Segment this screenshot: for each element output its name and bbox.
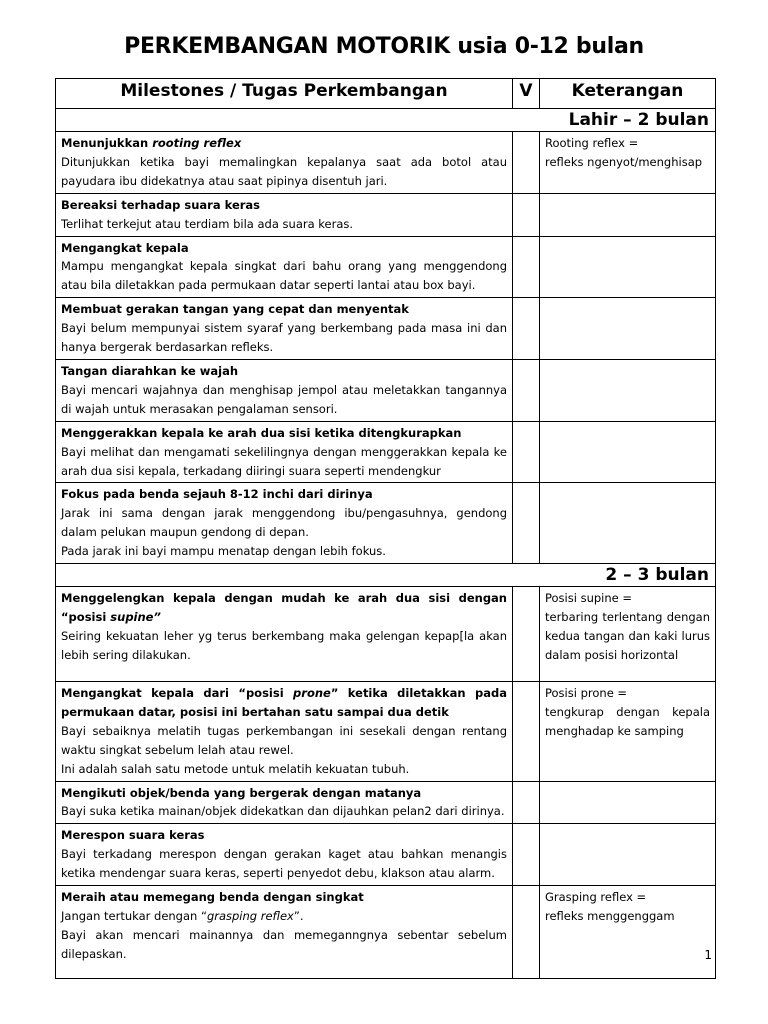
task-desc: Terlihat terkejut atau terdiam bila ada suara keras.: [61, 216, 354, 231]
note-title: Grasping reflex =: [545, 890, 647, 905]
header-task: Milestones / Tugas Perkembangan: [56, 79, 513, 109]
task-title: Bereaksi terhadap suara keras: [61, 197, 261, 212]
check-cell[interactable]: [513, 587, 540, 682]
task-title: Meraih atau memegang benda dengan singkat: [61, 890, 364, 905]
task-title: Menggerakkan kepala ke arah dua sisi ketika ditengkurapkan: [61, 425, 462, 440]
header-note: Keterangan: [540, 79, 716, 109]
task-cell: [56, 298, 513, 360]
note-title: Rooting reflex =: [545, 136, 639, 150]
table-row: [56, 193, 716, 236]
note-desc: terbaring terlentang dengan kedua tangan dan kaki lurus dalam posisi horizontal: [545, 609, 710, 662]
milestones-table: [55, 78, 716, 979]
task-cell: [56, 132, 513, 194]
note-cell: [540, 886, 716, 979]
task-desc: Pada jarak ini bayi mampu menatap dengan lebih fokus.: [61, 544, 386, 559]
task-title: Merespon suara keras: [61, 828, 205, 843]
note-cell: [540, 682, 716, 782]
task-desc: Jarak ini sama dengan jarak menggendong ibu/pengasuhnya, gendong dalam pelukan maupun gendong di depan.: [61, 506, 507, 540]
task-cell: [56, 359, 513, 421]
note-desc: tengkurap dengan kepala menghadap ke samping: [545, 704, 710, 738]
check-cell[interactable]: [513, 483, 540, 564]
table-row: [56, 682, 716, 782]
note-title: Posisi supine =: [545, 591, 633, 606]
table-row: [56, 886, 716, 979]
page-number: 1: [704, 948, 712, 962]
task-desc: Bayi melihat dan mengamati sekelilingnya dengan menggerakkan kepala ke arah dua sisi kepala, terkadang diiringi suara seperti mendengkur: [61, 444, 507, 478]
check-cell[interactable]: [513, 236, 540, 298]
task-title: Menggelengkan kepala dengan mudah ke arah dua sisi dengan “posisi supine”: [61, 591, 507, 624]
check-cell[interactable]: [513, 421, 540, 483]
note-cell: [540, 193, 716, 236]
table-header-row: [56, 79, 716, 109]
task-title: Mengangkat kepala: [61, 240, 189, 255]
section-row: [56, 564, 716, 587]
note-cell: [540, 824, 716, 886]
check-cell[interactable]: [513, 359, 540, 421]
table-row: [56, 824, 716, 886]
table-row: [56, 132, 716, 194]
task-desc: Ini adalah salah satu metode untuk melatih kekuatan tubuh.: [61, 761, 410, 776]
check-cell[interactable]: [513, 132, 540, 194]
check-cell[interactable]: [513, 682, 540, 782]
check-cell[interactable]: [513, 193, 540, 236]
task-cell: [56, 781, 513, 824]
check-cell[interactable]: [513, 886, 540, 979]
check-cell[interactable]: [513, 298, 540, 360]
note-title: Posisi prone =: [545, 686, 628, 701]
section-label: Lahir – 2 bulan: [56, 109, 716, 132]
task-title: Membuat gerakan tangan yang cepat dan menyentak: [61, 302, 409, 317]
header-check: V: [513, 79, 540, 109]
task-desc: Bayi suka ketika mainan/objek didekatkan dan dijauhkan pelan2 dari dirinya.: [61, 804, 505, 819]
note-cell: [540, 298, 716, 360]
task-desc: Ditunjukkan ketika bayi memalingkan kepalanya saat ada botol atau payudara ibu didekatnya atau saat pipinya disentuh jari.: [61, 154, 507, 188]
task-desc: Mampu mengangkat kepala singkat dari bahu orang yang menggendong atau bila diletakkan pada permukaan datar seperti lantai atau box bayi.: [61, 259, 507, 293]
table-row: [56, 587, 716, 682]
task-desc: Jangan tertukar dengan “grasping reflex”.: [61, 909, 304, 923]
note-desc: refleks ngenyot/menghisap: [545, 154, 703, 169]
table-row: [56, 298, 716, 360]
task-title: Tangan diarahkan ke wajah: [61, 363, 239, 378]
check-cell[interactable]: [513, 781, 540, 824]
task-desc: Bayi mencari wajahnya dan menghisap jempol atau meletakkan tangannya di wajah untuk merasakan pengalaman sensori.: [61, 382, 507, 416]
table-row: [56, 359, 716, 421]
task-title: Menunjukkan rooting reflex: [61, 136, 242, 150]
task-desc: Seiring kekuatan leher yg terus berkembang maka gelengan kepap[la akan lebih sering dilakukan.: [61, 628, 507, 662]
note-cell: [540, 421, 716, 483]
task-cell: [56, 824, 513, 886]
task-desc: Bayi akan mencari mainannya dan memeganngnya sebentar sebelum dilepaskan.: [61, 927, 507, 961]
table-row: [56, 421, 716, 483]
note-cell: [540, 236, 716, 298]
table-row: [56, 236, 716, 298]
task-desc: Bayi belum mempunyai sistem syaraf yang berkembang pada masa ini dan hanya bergerak berdasarkan refleks.: [61, 321, 507, 355]
note-cell: [540, 587, 716, 682]
task-title: Mengangkat kepala dari “posisi prone” ketika diletakkan pada permukaan datar, posisi ini bertahan satu sampai dua detik: [61, 686, 507, 719]
task-cell: [56, 682, 513, 782]
task-desc: Bayi sebaiknya melatih tugas perkembangan ini sesekali dengan rentang waktu singkat sebelum lelah atau rewel.: [61, 723, 507, 757]
note-cell: [540, 359, 716, 421]
task-cell: [56, 193, 513, 236]
task-cell: [56, 483, 513, 564]
task-cell: [56, 587, 513, 682]
task-cell: [56, 236, 513, 298]
section-row: [56, 109, 716, 132]
task-title: Mengikuti objek/benda yang bergerak dengan matanya: [61, 785, 422, 800]
note-cell: [540, 781, 716, 824]
check-cell[interactable]: [513, 824, 540, 886]
task-title: Fokus pada benda sejauh 8-12 inchi dari dirinya: [61, 487, 373, 502]
task-desc: Bayi terkadang merespon dengan gerakan kaget atau bahkan menangis ketika mendengar suara keras, seperti penyedot debu, klakson atau alarm.: [61, 847, 507, 881]
table-row: [56, 483, 716, 564]
section-label: 2 – 3 bulan: [56, 564, 716, 587]
task-cell: [56, 421, 513, 483]
task-cell: [56, 886, 513, 979]
table-row: [56, 781, 716, 824]
note-cell: [540, 132, 716, 194]
page-title: PERKEMBANGAN MOTORIK usia 0-12 bulan: [124, 34, 644, 59]
note-desc: refleks menggenggam: [545, 909, 675, 923]
note-cell: [540, 483, 716, 564]
